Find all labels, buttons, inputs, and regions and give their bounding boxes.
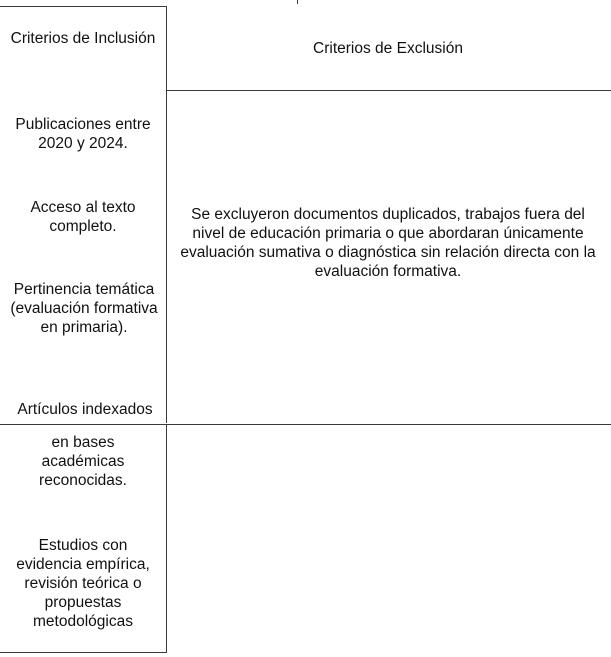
page-break-border (0, 424, 611, 425)
inclusion-item-studies-text: Estudios con evidencia empírica, revisión teórica o propuestas metodológicas (16, 537, 150, 630)
header-exclusion (176, 39, 600, 58)
inclusion-item-full-text-text: Acceso al texto completo. (30, 199, 136, 235)
inclusion-item-studies (8, 536, 158, 631)
exclusion-criteria-text: Se excluyeron documentos duplicados, trabajos fuera del nivel de educación primaria o que abordaran únicamente evaluación sumativa o diagnóstica sin relación directa con la evaluación formativa. (180, 206, 596, 280)
inclusion-item-databases (28, 433, 138, 490)
header-inclusion-text: Criterios de Inclusión (10, 30, 156, 47)
inclusion-item-full-text (14, 198, 152, 236)
inclusion-item-databases-text: en bases académicas reconocidas. (39, 434, 127, 489)
header-row-border (166, 90, 611, 91)
header-inclusion (8, 29, 158, 48)
column-divider-lower (166, 424, 167, 653)
inclusion-item-relevance-text: Pertinencia temática (evaluación formativa en primaria). (10, 281, 158, 336)
inclusion-item-relevance (6, 280, 162, 337)
inclusion-item-dates (8, 115, 158, 153)
bottom-border (0, 652, 166, 653)
inclusion-item-indexed-text: Artículos indexados (17, 401, 153, 418)
header-exclusion-text: Criterios de Exclusión (313, 40, 463, 57)
inclusion-item-indexed (6, 400, 164, 419)
top-border-left (0, 6, 166, 7)
column-divider-upper (166, 6, 167, 423)
exclusion-criteria (176, 205, 600, 281)
top-tick (297, 0, 298, 4)
inclusion-item-dates-text: Publicaciones entre 2020 y 2024. (15, 116, 151, 152)
